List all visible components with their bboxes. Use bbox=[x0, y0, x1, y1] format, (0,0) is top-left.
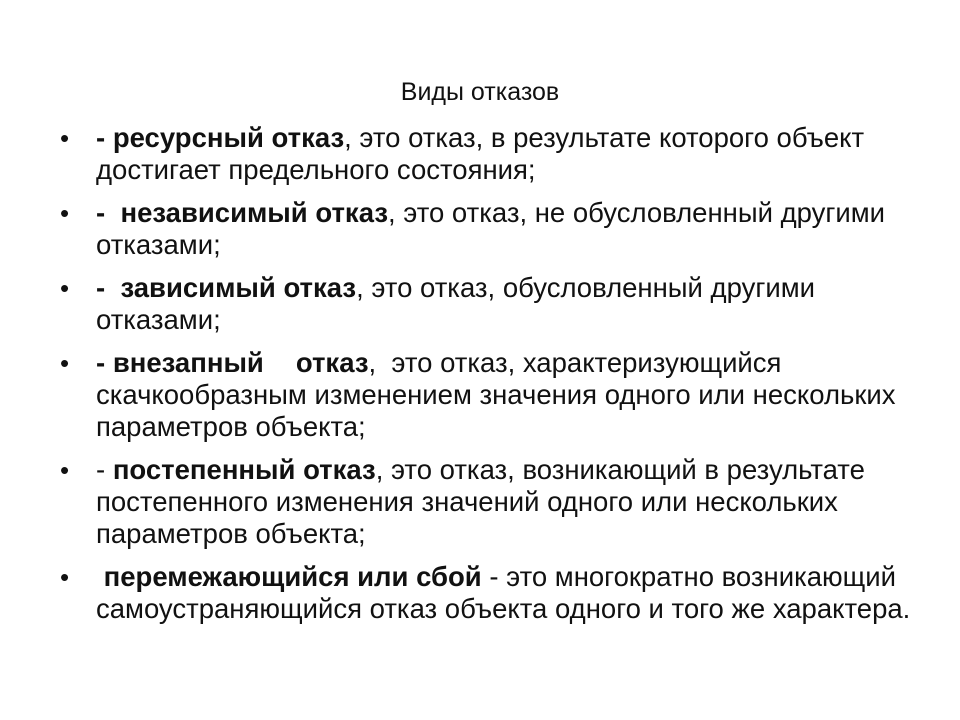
item-prefix: - bbox=[96, 454, 113, 485]
item-prefix: - bbox=[96, 347, 113, 378]
bullet-icon: • bbox=[60, 273, 70, 303]
item-prefix: - bbox=[96, 272, 121, 303]
bullet-icon: • bbox=[60, 562, 70, 592]
item-description: , это отказ, в результате которого объект достигает предельного состояния; bbox=[96, 122, 865, 185]
item-description: - это многократно возникающий самоустраняющийся отказ объекта одного и того же характера. bbox=[96, 561, 911, 624]
item-description: , это отказ, возникающий в результате постепенного изменения значений одного или нескольких параметров объекта; bbox=[96, 454, 865, 549]
list-item bbox=[58, 347, 918, 443]
item-description: , это отказ, не обусловленный другими отказами; bbox=[96, 197, 886, 260]
item-term: перемежающийся или сбой bbox=[103, 561, 482, 592]
item-description: , это отказ, характеризующийся скачкообразным изменением значения одного или нескольких параметров объекта; bbox=[96, 347, 904, 442]
slide-title: Виды отказов bbox=[400, 78, 560, 106]
bullet-icon: • bbox=[60, 455, 70, 485]
list-item bbox=[58, 454, 918, 550]
item-term: ресурсный отказ bbox=[112, 122, 345, 153]
bullet-icon: • bbox=[60, 123, 70, 153]
item-prefix: - bbox=[96, 122, 113, 153]
list-item bbox=[58, 272, 918, 336]
bullet-icon: • bbox=[60, 348, 70, 378]
item-prefix: - bbox=[96, 197, 121, 228]
item-term: независимый отказ bbox=[120, 197, 388, 228]
failure-types-list bbox=[58, 122, 918, 636]
bullet-icon: • bbox=[60, 198, 70, 228]
list-item bbox=[58, 122, 918, 186]
item-term: зависимый отказ bbox=[120, 272, 357, 303]
item-prefix bbox=[96, 561, 104, 592]
item-description: , это отказ, обусловленный другими отказами; bbox=[96, 272, 815, 335]
list-item bbox=[58, 561, 918, 625]
item-term-part-2: отказ bbox=[295, 347, 369, 378]
item-term-part-1: внезапный bbox=[112, 347, 264, 378]
item-term: постепенный отказ bbox=[112, 454, 376, 485]
list-item bbox=[58, 197, 918, 261]
